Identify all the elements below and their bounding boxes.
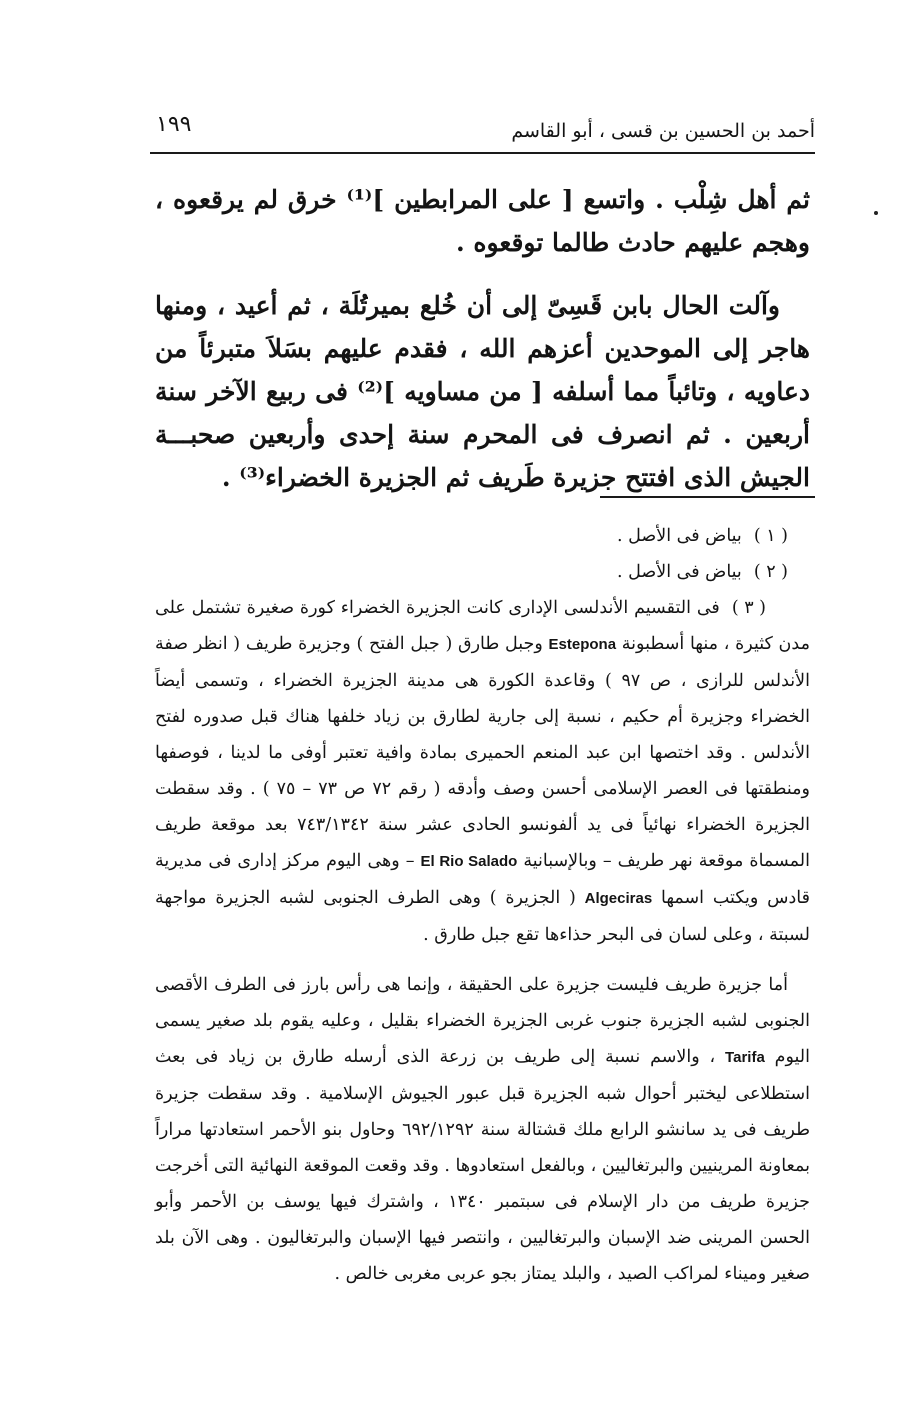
footnote-3-latin-rio-salado: El Rio Salado (420, 853, 518, 870)
footnote-1 (155, 518, 810, 554)
main-paragraph-2: وآلت الحال بابن قَسِىّ إلى أن خُلع بميرتُلَة ، ثم أعيد ، ومنها هاجر إلى الموحدين أعزهم الله ، فقدم عليهم بسَلاَ متبرئاً من دعاويه ، وتائباً مما أسلفه [ من مساويه ]⁽²⁾ فى ربيع الآخر سنة أربعين . ثم انصرف فى المحرم سنة إحدى وأربعين صحبـــة الجيش الذى افتتح جزيرة طَريف ثم الجزيرة الخضراء⁽³⁾ . (155, 291, 810, 492)
footnote-3-continuation (155, 967, 810, 1292)
main-text (155, 178, 810, 499)
footnote-3-text-b: وجبل طارق ( جبل الفتح ) وجزيرة طريف ( انظر صفة الأندلس للرازى ، ص ٩٧ ) وقاعدة الكورة هى مدينة الجزيرة الخضراء ، وتسمى أيضاً الخضراء وجزيرة أم حكيم ، نسبة إلى جارية لطارق بن زياد خلفها هناك قبل صدوره لفتح الأندلس . وقد اختصها ابن عبد المنعم الحميرى بمادة وافية تعتبر أوفى ما لدينا ، فوصفها ومنطقتها فى العصر الإسلامى أحسن وصف وأدقه ( رقم ٧٢ ص ٧٣ – ٧٥ ) . وقد سقطت الجزيرة الخضراء نهائياً فى يد ألفونسو الحادى عشر سنة ٧٤٣/١٣٤٢ بعد موقعة طريف المسماة موقعة نهر طريف – وبالإسبانية (155, 634, 811, 871)
header-title: أحمد بن الحسين بن قسى ، أبو القاسم (511, 120, 815, 142)
footnote-3-cont-text-b: ، والاسم نسبة إلى طريف بن زرعة الذى أرسله طارق بن زياد فى بعث استطلاعى ليختبر أحوال شبه الجزيرة قبل عبور الجيوش الإسلامية . وقد سقطت جزيرة طريف فى يد سانشو الرابع ملك قشتالة سنة ٦٩٢/١٢٩٢ وحاول بنو الأحمر استعادتها مراراً بمعاونة المرينيين والبرتغاليين ، وبالفعل استعادوها . وقد وقعت الموقعة النهائية التى أخرجت جزيرة طريف من دار الإسلام فى سبتمبر ١٣٤٠ ، واشترك فيها يوسف بن الأحمر وأبو الحسن المرينى ضد الإسبان والبرتغاليين ، وانتصر فيها الإسبان والبرتغاليون . وهى الآن بلد صغير وميناء لمراكب الصيد ، والبلد يمتاز بجو عربى مغربى خالص . (155, 1047, 810, 1284)
footnote-3-text-d: ( الجزيرة ) وهى الطرف الجنوبى لشبه الجزيرة مواجهة لسبتة ، وعلى لسان فى البحر حذاءها تقع جبل طارق . (155, 888, 810, 945)
margin-mark (874, 211, 878, 215)
footnote-2-text: بياض فى الأصل . (617, 562, 742, 582)
footnote-separator (600, 496, 815, 498)
running-header (150, 112, 815, 150)
header-rule (150, 152, 815, 154)
main-paragraph-1: ثم أهل شِلْب . واتسع [ على المرابطين ]⁽¹⁾ خرق لم يرقعوه ، وهجم عليهم حادث طالما توقعوه . (155, 185, 811, 257)
footnote-1-number: ( ١ ) (753, 526, 788, 546)
footnote-3-text-c: – وهى اليوم مركز إدارى فى مديرية قادس ويكتب اسمها (155, 851, 810, 908)
footnote-3-latin-estepona: Estepona (548, 636, 617, 653)
footnote-3-latin-tarifa: Tarifa (725, 1049, 765, 1066)
footnote-3 (155, 590, 810, 953)
footnote-3-number: ( ٣ ) (731, 598, 766, 618)
footnote-2 (155, 554, 810, 590)
page-number: ١٩٩ (156, 112, 192, 137)
footnote-3-cont-text-a: أما جزيرة طريف فليست جزيرة على الحقيقة ، وإنما هى رأس بارز فى الطرف الأقصى الجنوبى لشبه الجزيرة جنوب غربى الجزيرة الخضراء بقليل ، وعليه يقوم بلد صغير يسمى اليوم (155, 975, 810, 1067)
footnote-2-number: ( ٢ ) (753, 562, 788, 582)
footnote-1-text: بياض فى الأصل . (617, 526, 742, 546)
footnote-3-latin-algeciras: Algeciras (584, 890, 653, 907)
footnotes (155, 518, 810, 1292)
footnote-3-text-a: فى التقسيم الأندلسى الإدارى كانت الجزيرة الخضراء كورة صغيرة تشتمل على مدن كثيرة ، منها أسطبونة (155, 598, 810, 654)
